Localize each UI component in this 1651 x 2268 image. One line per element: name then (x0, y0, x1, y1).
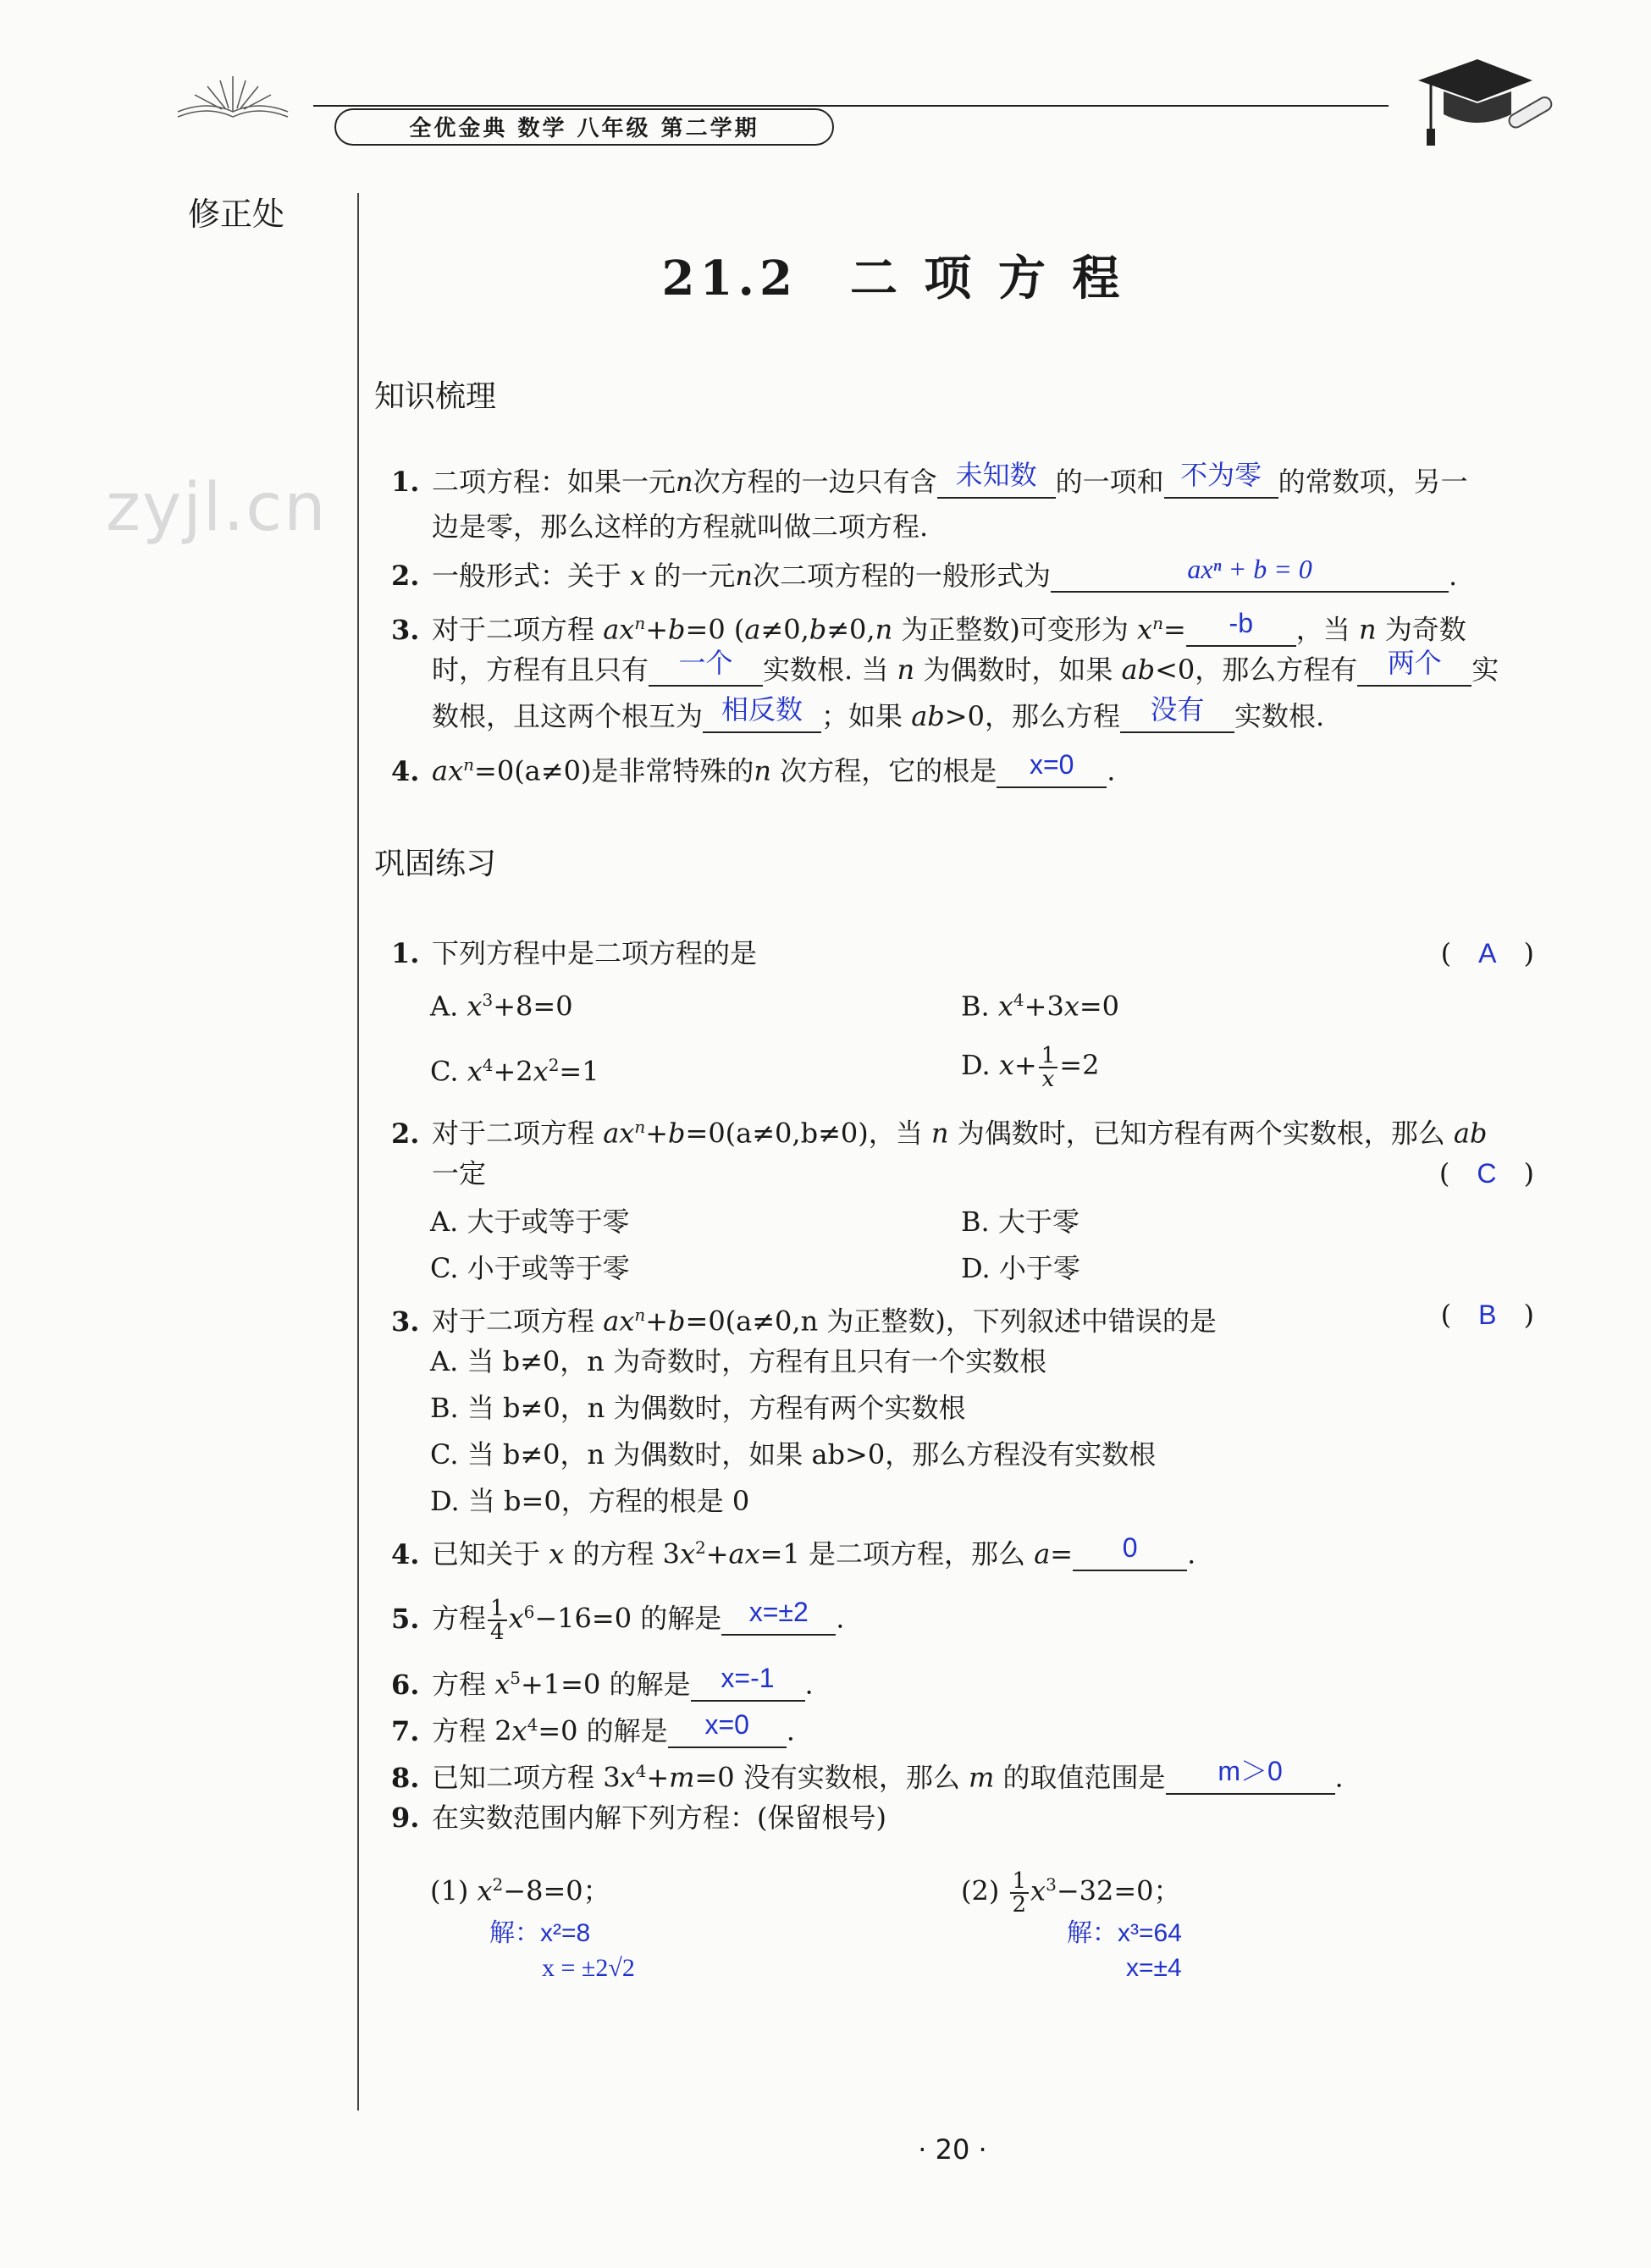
practice-q2: 2. 对于二项方程 $ax^n+b=0(a\ne 0,b\ne 0)$，当 n 为偶数时，已知方程有两个实数根，那么 ab (391, 1117, 1488, 1150)
practice-q1: 1. 下列方程中是二项方程的是 ( A ) (391, 937, 1534, 969)
practice-q9-solution1-line1: 解：x²=8 (489, 1919, 591, 1947)
section-title: 21.2 二 项 方 程 (661, 251, 1125, 306)
practice-q3-option-b: B. 当 b≠0，n 为偶数时，方程有两个实数根 (430, 1392, 966, 1424)
practice-q8: 8. 已知二项方程 $3x^4+m=0$ 没有实数根，那么 m 的取值范围是 m＞0 . (391, 1755, 1344, 1794)
practice-q2-option-a: A. 大于或等于零 (430, 1206, 630, 1238)
practice-q3-option-c: C. 当 b≠0，n 为偶数时，如果 ab>0，那么方程没有实数根 (430, 1438, 1157, 1471)
knowledge-q3-cont1: 时，方程有且只有 一个 实数根. 当 n 为偶数时，如果 ab<0，那么方程有 两个 实 (432, 648, 1499, 686)
open-book-icon (169, 59, 296, 127)
knowledge-q3: 3. 对于二项方程 $ax^n+b=0$ (a≠0,b≠0,n 为正整数)可变形为 $x^n= -b$ ，当 n 为奇数 (391, 607, 1466, 646)
practice-q2-option-c: C. 小于或等于零 (430, 1252, 630, 1284)
practice-q4: 4. 已知关于 x 的方程 $3x^2+ax=1$ 是二项方程，那么 a= 0 . (391, 1531, 1196, 1570)
knowledge-q1: 1. 二项方程：如果一元n次方程的一边只有含 未知数 的一项和 不为零 的常数项，另一 (391, 460, 1468, 498)
practice-q6: 6. 方程 $x^5+1=0$ 的解是 x=-1 . (391, 1662, 814, 1701)
graduation-cap-icon (1405, 51, 1558, 152)
blank-q5-solution[interactable]: x=±2 (721, 1603, 836, 1636)
practice-q9-solution1-line2: x = ±2√2 (542, 1954, 635, 1982)
practice-q9-part2: (2) $\frac{1}{2}$ $x^3-32=0$； (961, 1868, 1181, 1918)
practice-q3-option-d: D. 当 b=0，方程的根是 0 (430, 1485, 750, 1517)
practice-q9: 9. 在实数范围内解下列方程：(保留根号) (391, 1802, 886, 1834)
practice-q2-option-d: D. 小于零 (961, 1252, 1080, 1284)
blank-one[interactable]: 一个 (649, 654, 763, 687)
blank-unknown[interactable]: 未知数 (937, 466, 1056, 499)
practice-q9-solution2-line1: 解：x³=64 (1067, 1919, 1182, 1947)
blank-a-value[interactable]: 0 (1073, 1539, 1187, 1571)
knowledge-q4: 4. $ax^n=0(a\ne 0)$是非常特殊的n 次方程，它的根是 x=0 . (391, 748, 1116, 787)
blank-q6-solution[interactable]: x=-1 (691, 1669, 805, 1702)
practice-q1-option-c: C. $x^4+2x^2=1$ (430, 1055, 599, 1088)
heading-practice: 巩固练习 (374, 847, 497, 881)
book-title: 全优金典 数学 八年级 第二学期 (334, 108, 834, 146)
blank-nonzero[interactable]: 不为零 (1164, 466, 1278, 499)
blank-opposite[interactable]: 相反数 (703, 701, 821, 733)
practice-q9-part1: (1) $x^2-8=0$； (430, 1874, 610, 1907)
practice-q5: 5. 方程 $\frac{1}{4}$ $x^6-16=0$ 的解是 x=±2 . (391, 1596, 845, 1646)
practice-q3: 3. 对于二项方程 $ax^n+b=0(a\ne 0,n$ 为正整数)，下列叙述中错误的是 ( B ) (391, 1299, 1534, 1338)
practice-q9-solution2-line2: x=±4 (1126, 1954, 1182, 1982)
practice-q1-option-a: A. $x^3+8=0$ (430, 990, 573, 1023)
knowledge-q1-cont: 边是零，那么这样的方程就叫做二项方程. (432, 510, 929, 543)
page-number: · 20 · (918, 2133, 987, 2166)
margin-divider (357, 193, 359, 2111)
knowledge-q2: 2. 一般形式：关于 x 的一元n次二项方程的一般形式为 axⁿ + b = 0 . (391, 554, 1458, 592)
blank-none[interactable]: 没有 (1120, 701, 1234, 733)
blank-root[interactable]: x=0 (997, 756, 1107, 788)
heading-knowledge: 知识梳理 (374, 379, 497, 414)
practice-q3-option-a: A. 当 b≠0，n 为奇数时，方程有且只有一个实数根 (430, 1345, 1047, 1377)
practice-q2-cont: 一定 ( C ) (432, 1157, 1534, 1189)
blank-neg-b[interactable]: -b (1186, 615, 1296, 647)
blank-general-form[interactable]: axⁿ + b = 0 (1051, 560, 1449, 593)
practice-q7: 7. 方程 $2x^4=0$ 的解是 x=0 . (391, 1708, 795, 1747)
practice-q1-option-b: B. $x^4+3x=0$ (961, 990, 1120, 1023)
blank-m-range[interactable]: m＞0 (1166, 1763, 1335, 1795)
blank-q7-solution[interactable]: x=0 (668, 1716, 787, 1748)
knowledge-q3-cont2: 数根，且这两个根互为 相反数 ；如果 ab>0，那么方程 没有 实数根. (432, 694, 1325, 732)
header-rule (313, 105, 1389, 107)
blank-two[interactable]: 两个 (1357, 654, 1472, 687)
practice-q2-option-b: B. 大于零 (961, 1206, 1080, 1238)
correction-area-label: 修正处 (188, 196, 285, 233)
watermark: zyjl.cn (106, 470, 328, 546)
practice-q1-option-d: D. x+ $\frac{1}{x}$ =2 (961, 1042, 1100, 1092)
